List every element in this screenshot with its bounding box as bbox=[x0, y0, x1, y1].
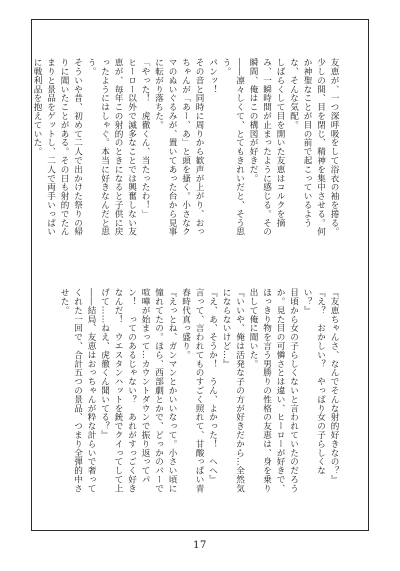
paragraph: 『えっとね、ガンマンとかいいなって。小さい頃に憧れてたの。ほら、西部劇とかで、どっかのバーで喧嘩が始まって…カウントダウンで振り返ってパン！ ってのあるじゃない？ あれがすっごく好きなんだ！ ウエスタンハットを銃でクイってして上げて……ねえ、虎徹くん聞いてる？』 bbox=[99, 288, 177, 493]
paragraph: 『いいや、俺は活発な子の方が好きだから…全然気にならないけど…』 bbox=[221, 288, 245, 493]
paragraph: そういや昔、初めて二人で出かけた祭りの帰りに聞いたことがある。その日も射的でたんまりと景品をゲットし、二人で両手いっぱいに戦利品を抱えていた。 bbox=[32, 58, 83, 236]
paragraph: ――結局、友恵はおっちゃんが粋な計らいで奢ってくれた一回で、合計五つの景品、つまり全弾的中させた。 bbox=[59, 288, 96, 493]
paragraph: その音と同時に周りから歓声が上がり、おっちゃんが「あー、あ」と頭を搔く。小さなクマのぬいぐるみが、置いてあった台から見事に転がり落ちた。 bbox=[153, 58, 204, 236]
paragraph: しばらくして目を開いた友恵はコルクを摘み、一瞬時間が止まったように感じる。その瞬間、俺はこの構図が好きだ。 bbox=[248, 58, 285, 236]
page-number: 17 bbox=[193, 540, 207, 551]
paragraph: 「やった！ 虎徹くん、当たったわ！」 bbox=[140, 58, 150, 219]
paragraph: 言って、言われてものすごく照れて、甘酸っぱい青春時代真っ盛り。 bbox=[180, 288, 204, 493]
paragraph: パンッ！ bbox=[207, 58, 218, 94]
paragraph: 友恵が、一つ深呼吸をして浴衣の袖を捲る。少しの間、目を閉じ、精神を集中させる。何か神聖なことが目の前で起こっているような、そんな気配。 bbox=[288, 58, 339, 236]
paragraph: 『え？ おかしい？ やっぱり女の子らしくない？』 bbox=[302, 288, 326, 475]
paragraph: 目頃から女の子らしくないと言われていたのだろうか。見た目の可憐さとは違い、ヒーローが好きで、ほっきり物を言う男勝りの性格の友恵は、身を乗り出して俺に聞いた。 bbox=[248, 288, 299, 493]
upper-text-block bbox=[32, 58, 340, 243]
paragraph: 『友恵ちゃんさ、なんでそんな射的好きなの？』 bbox=[329, 288, 339, 484]
paragraph: 『え、あ、そうか！ うん、よかった！ へへ』 bbox=[207, 288, 218, 484]
lower-text-block bbox=[59, 288, 340, 496]
paragraph: ――凛々しくて、とてもきれいだと、そう思う。 bbox=[221, 58, 245, 236]
paragraph: ヒーロー以外で滅多なことでは興奮しない友恵が、毎年この射的のときになると子供に戻ったようにはしゃぐ。本当に好きなんだと思う。 bbox=[86, 58, 137, 236]
